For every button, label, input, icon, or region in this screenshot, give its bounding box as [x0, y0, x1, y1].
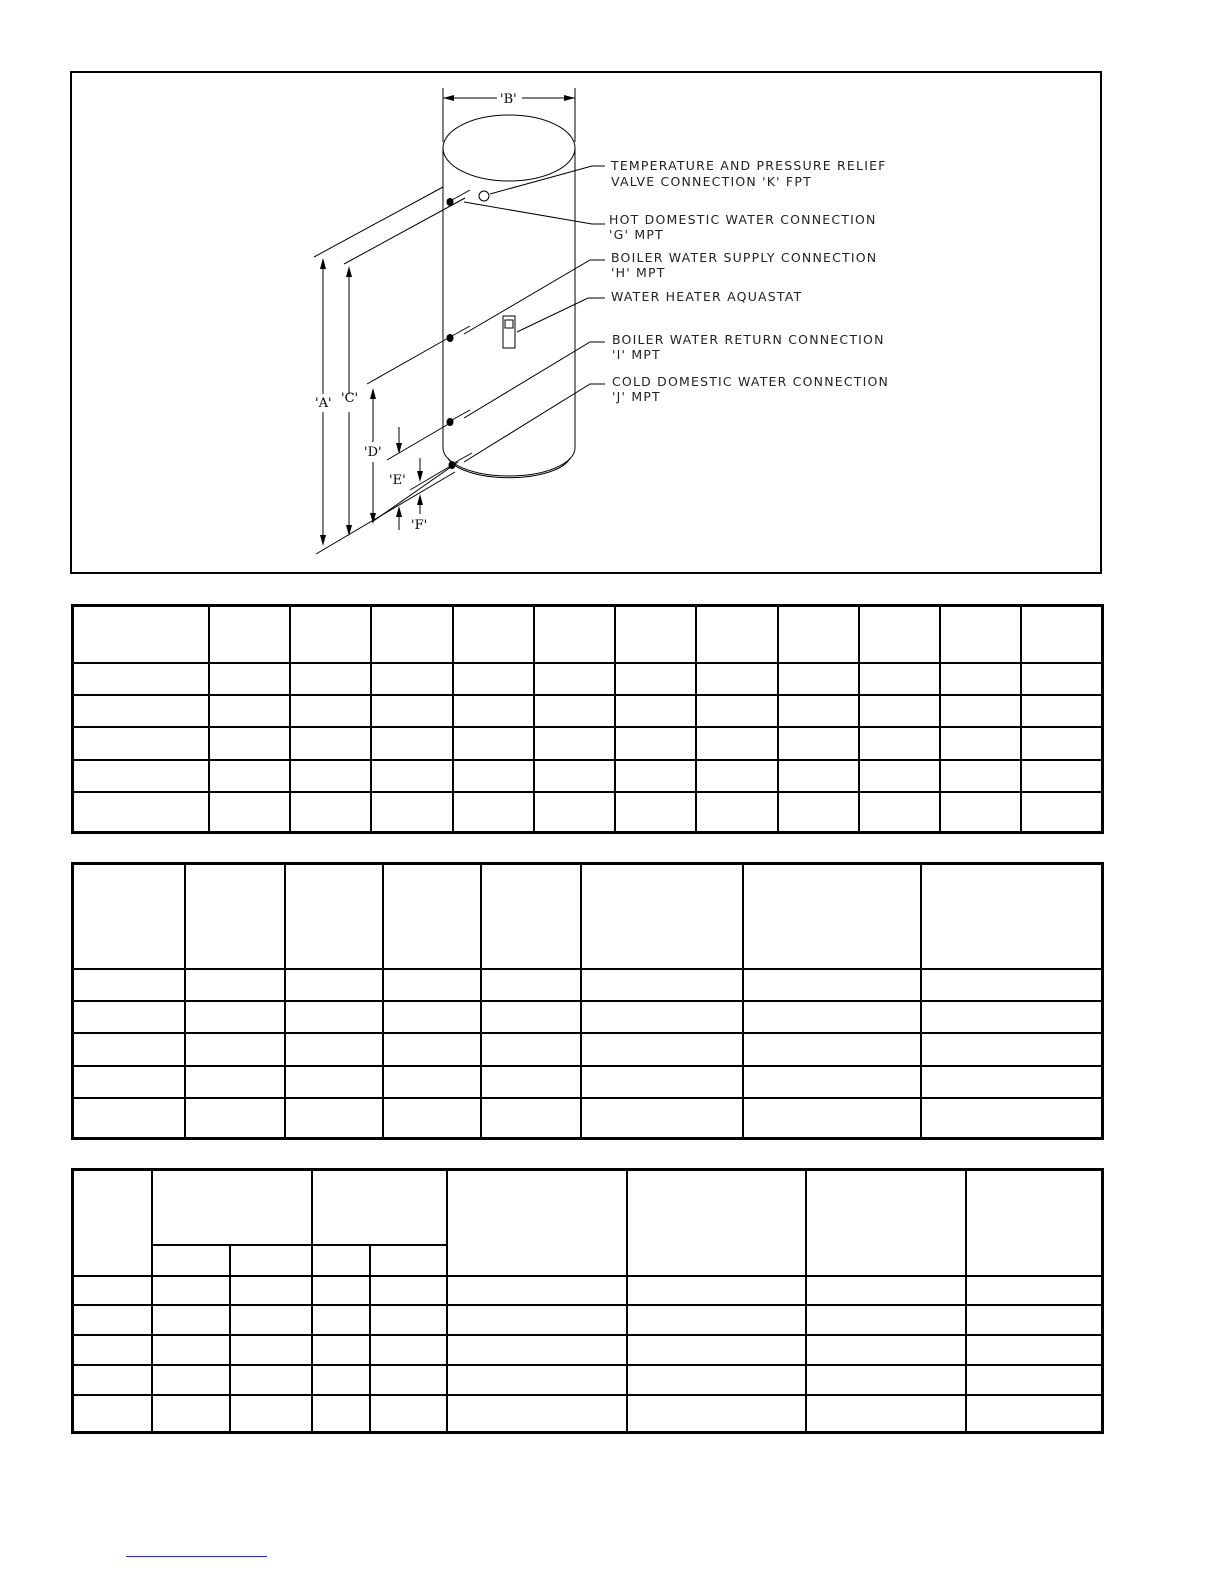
table-row	[73, 1098, 1103, 1139]
table-row	[73, 695, 1103, 727]
dim-label-b: 'B'	[500, 92, 517, 107]
callout-boiler-return-line1: BOILER WATER RETURN CONNECTION	[612, 332, 885, 347]
callout-tp-relief-line1: TEMPERATURE AND PRESSURE RELIEF	[611, 158, 887, 173]
dim-label-d: 'D'	[364, 445, 382, 460]
table-header-row	[73, 864, 1103, 969]
callout-cold-water-line2: 'J' MPT	[612, 389, 661, 404]
callout-boiler-supply-line2: 'H' MPT	[611, 265, 666, 280]
callout-hot-water-line1: HOT DOMESTIC WATER CONNECTION	[609, 212, 877, 227]
table-row	[73, 969, 1103, 1001]
table-row	[73, 760, 1103, 792]
dim-label-f: 'F'	[411, 518, 428, 533]
dim-label-a: 'A'	[315, 396, 332, 411]
table-row	[73, 1395, 1103, 1432]
table-row	[73, 727, 1103, 759]
table-row	[73, 1276, 1103, 1306]
table-row	[73, 1365, 1103, 1395]
callout-boiler-supply-line1: BOILER WATER SUPPLY CONNECTION	[611, 250, 878, 265]
specs-table	[71, 862, 1104, 1140]
callout-tp-relief-line2: VALVE CONNECTION 'K' FPT	[611, 174, 812, 189]
table-row	[73, 1305, 1103, 1335]
dimensions-table	[71, 604, 1104, 834]
table-row	[73, 792, 1103, 833]
tank-top	[443, 115, 575, 181]
table-row	[73, 663, 1103, 695]
performance-table	[71, 1168, 1104, 1434]
table-header-row	[73, 1170, 1103, 1245]
callout-cold-water-line1: COLD DOMESTIC WATER CONNECTION	[612, 374, 890, 389]
table-row	[73, 1066, 1103, 1098]
table-row	[73, 1033, 1103, 1065]
table-header-row	[73, 606, 1103, 663]
water-heater-diagram	[70, 71, 1102, 574]
callout-boiler-return-line2: 'I' MPT	[612, 347, 661, 362]
callout-aquastat: WATER HEATER AQUASTAT	[611, 289, 803, 304]
footer-link-underline[interactable]	[126, 1556, 267, 1557]
callout-hot-water-line2: 'G' MPT	[609, 227, 664, 242]
dim-label-c: 'C'	[341, 391, 359, 406]
table-row	[73, 1335, 1103, 1365]
table-row	[73, 1001, 1103, 1033]
dim-label-e: 'E'	[389, 473, 406, 488]
water-heater-drawing	[2, 2, 1224, 602]
